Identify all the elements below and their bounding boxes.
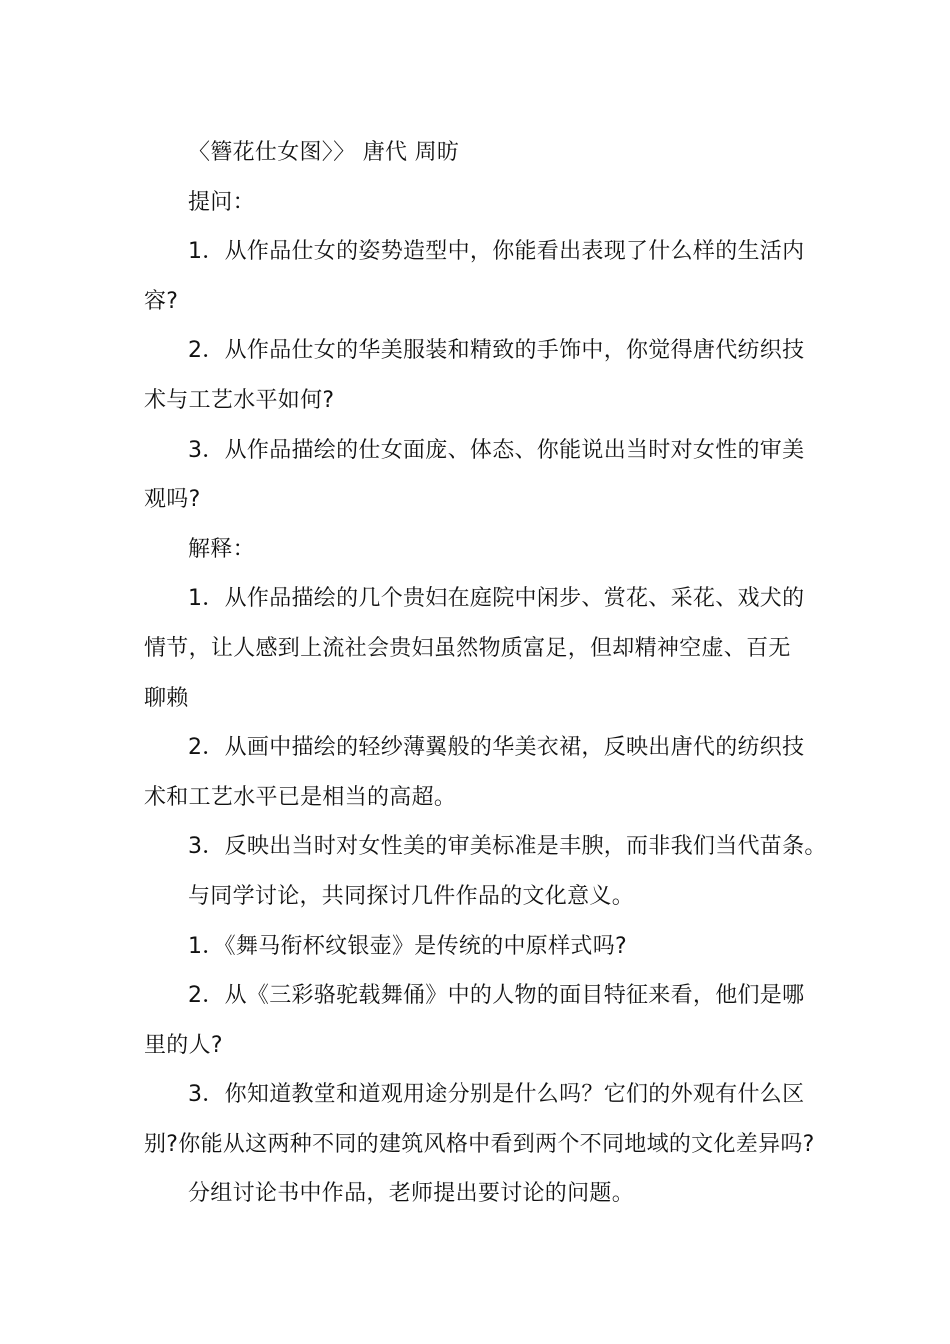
discussion-1-line-1: 1．《舞马衔杯纹银壶》是传统的中原样式吗? — [188, 933, 627, 959]
explanation-1-line-3: 聊赖 — [144, 685, 189, 711]
discussion-3-line-2: 别?你能从这两种不同的建筑风格中看到两个不同地域的文化差异吗? — [144, 1131, 815, 1157]
discussion-intro: 与同学讨论，共同探讨几件作品的文化意义。 — [188, 883, 635, 909]
explanation-1-line-1: 1．从作品描绘的几个贵妇在庭院中闲步、赏花、采花、戏犬的 — [188, 586, 805, 612]
question-1-line-1: 1．从作品仕女的姿势造型中，你能看出表现了什么样的生活内 — [188, 239, 805, 265]
group-discussion-line: 分组讨论书中作品，老师提出要讨论的问题。 — [188, 1181, 635, 1207]
question-3-line-1: 3．从作品描绘的仕女面庞、体态、你能说出当时对女性的审美 — [188, 437, 805, 463]
question-1-line-2: 容? — [144, 288, 179, 314]
discussion-3-line-1: 3．你知道教堂和道观用途分别是什么吗？它们的外观有什么区 — [188, 1082, 805, 1108]
questions-heading: 提问： — [188, 189, 255, 215]
explanation-2-line-2: 术和工艺水平已是相当的高超。 — [144, 784, 457, 810]
document-body — [144, 128, 827, 1219]
discussion-2-line-2: 里的人? — [144, 1032, 223, 1058]
question-2-line-1: 2．从作品仕女的华美服装和精致的手饰中，你觉得唐代纺织技 — [188, 338, 805, 364]
discussion-2-line-1: 2．从《三彩骆驼载舞俑》中的人物的面目特征来看，他们是哪 — [188, 983, 805, 1009]
explanation-3-line-1: 3．反映出当时对女性美的审美标准是丰腴，而非我们当代苗条。 — [188, 834, 827, 860]
artwork-title-line: 〈簪花仕女图〉〉 唐代 周昉 — [188, 140, 460, 165]
explanation-heading: 解释： — [188, 536, 255, 562]
explanation-2-line-1: 2．从画中描绘的轻纱薄翼般的华美衣裙，反映出唐代的纺织技 — [188, 735, 805, 761]
explanation-1-line-2: 情节，让人感到上流社会贵妇虽然物质富足，但却精神空虚、百无 — [144, 635, 791, 661]
question-3-line-2: 观吗? — [144, 487, 201, 513]
question-2-line-2: 术与工艺水平如何? — [144, 387, 335, 413]
